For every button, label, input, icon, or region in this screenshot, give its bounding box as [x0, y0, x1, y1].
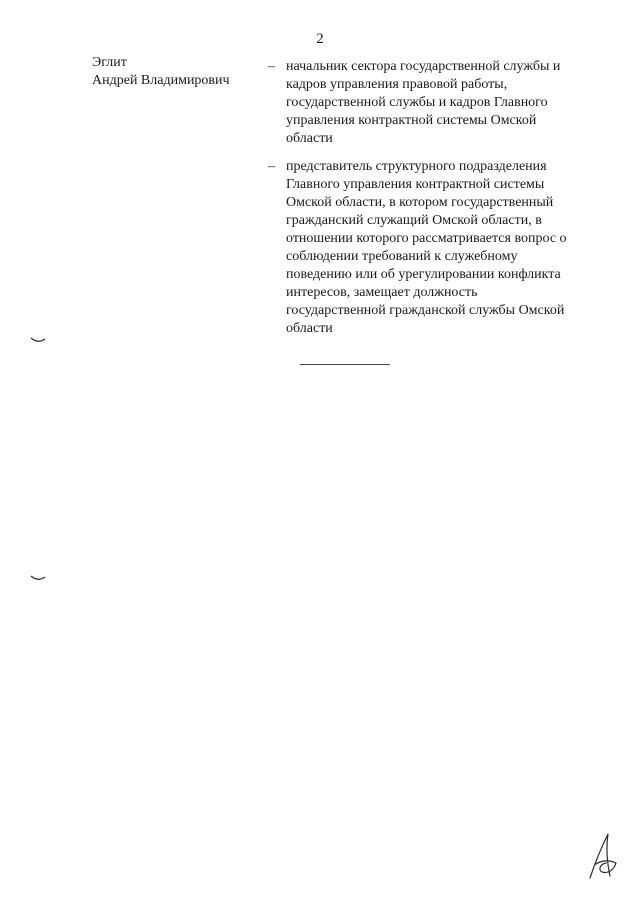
description-line: области [286, 321, 333, 336]
margin-mark-icon [30, 574, 46, 582]
member-description [286, 58, 596, 148]
description-line: управления контрактной системы Омской [286, 113, 537, 128]
description-line: Омской области, в котором государственный [286, 195, 554, 210]
description-line: области [286, 131, 333, 146]
entry-dash: – [268, 159, 275, 174]
description-line: Главного управления контрактной системы [286, 177, 545, 192]
description-line: кадров управления правовой работы, [286, 77, 508, 92]
description-line: государственной службы и кадров Главного [286, 95, 548, 110]
description-line: представитель структурного подразделения [286, 159, 547, 174]
margin-mark-icon [30, 336, 46, 344]
description-line: гражданский служащий Омской области, в [286, 213, 542, 228]
description-line: начальник сектора государственной службы и [286, 59, 561, 74]
end-divider [300, 364, 390, 365]
description-line: государственной гражданской службы Омской [286, 303, 565, 318]
member-description [286, 158, 596, 338]
signature-icon [586, 830, 620, 882]
page-number: 2 [316, 31, 324, 47]
description-line: интересов, замещает должность [286, 285, 478, 300]
member-given-names: Андрей Владимирович [92, 73, 230, 88]
member-name [92, 54, 230, 90]
description-line: соблюдении требований к служебному [286, 249, 518, 264]
entry-dash: – [268, 59, 275, 74]
description-line: поведению или об урегулировании конфликта [286, 267, 561, 282]
member-surname: Эглит [92, 55, 127, 70]
description-line: отношении которого рассматривается вопрос о [286, 231, 567, 246]
